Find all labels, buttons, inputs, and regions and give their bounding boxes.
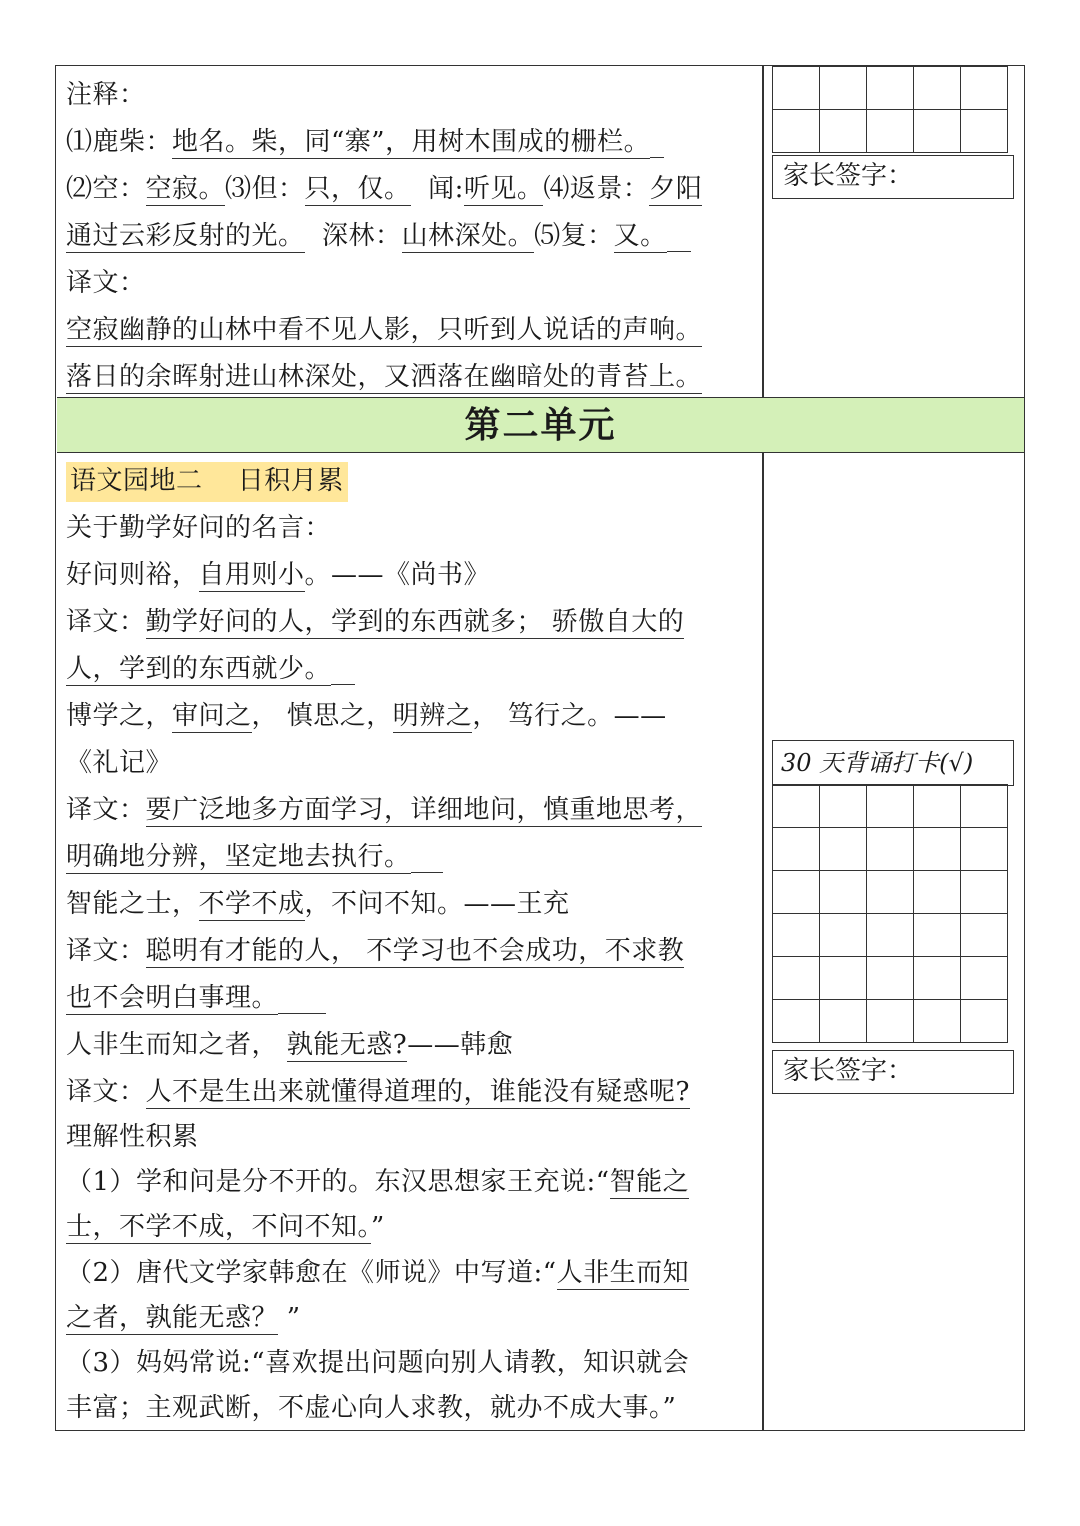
quotes-intro: 关于勤学好问的名言：	[66, 513, 332, 543]
checkin-cell[interactable]	[773, 785, 820, 828]
quote-1: 好问则裕，自用则小。——《尚书》	[66, 560, 491, 590]
checkin-cell[interactable]	[820, 828, 867, 871]
translation-1a: 译文：勤学好问的人，学到的东西就多； 骄傲自大的	[66, 607, 685, 637]
checkin-cell[interactable]	[867, 1000, 914, 1043]
checkin-cell[interactable]	[867, 110, 914, 153]
translation-1b: 人，学到的东西就少。	[66, 654, 355, 685]
checkin-cell[interactable]	[867, 914, 914, 957]
checkin-cell[interactable]	[773, 914, 820, 957]
quote-2-source: 《礼记》	[66, 748, 173, 778]
checkin-cell[interactable]	[961, 914, 1008, 957]
checkin-title: 30 天背诵打卡(√)	[772, 740, 1014, 786]
checkin-grid	[772, 784, 1008, 1043]
checkin-cell[interactable]	[773, 828, 820, 871]
understanding-title: 理解性积累	[66, 1122, 199, 1152]
checkin-cell[interactable]	[820, 110, 867, 153]
checkin-cell[interactable]	[820, 67, 867, 110]
checkin-cell[interactable]	[773, 110, 820, 153]
understanding-3a: （3）妈妈常说:“喜欢提出问题向别人请教，知识就会	[66, 1348, 690, 1378]
understanding-2b: 之者，孰能无惑？ ”	[66, 1303, 301, 1333]
quote-2: 博学之，审问之， 慎思之，明辨之， 笃行之。——	[66, 701, 667, 731]
checkin-cell[interactable]	[773, 871, 820, 914]
translation-3b: 也不会明白事理。	[66, 983, 326, 1014]
note-1: ⑴鹿柴：地名。柴，同“寨”，用树木围成的栅栏。	[66, 127, 664, 158]
checkin-cell[interactable]	[961, 957, 1008, 1000]
checkin-cell[interactable]	[867, 828, 914, 871]
checkin-cell[interactable]	[773, 1000, 820, 1043]
checkin-cell[interactable]	[914, 785, 961, 828]
checkin-cell[interactable]	[914, 1000, 961, 1043]
checkin-cell[interactable]	[961, 785, 1008, 828]
translation-4: 译文：人不是生出来就懂得道理的，谁能没有疑惑呢?	[66, 1077, 690, 1107]
parent-signature-top[interactable]: 家长签字：	[772, 155, 1014, 199]
column-divider	[762, 65, 764, 1431]
checkin-cell[interactable]	[773, 957, 820, 1000]
checkin-cell[interactable]	[820, 957, 867, 1000]
translation-2a: 译文：要广泛地多方面学习，详细地问，慎重地思考，	[66, 795, 703, 825]
translation-2b: 明确地分辨，坚定地去执行。	[66, 842, 443, 873]
understanding-2a: （2）唐代文学家韩愈在《师说》中写道:“人非生而知	[66, 1258, 690, 1288]
understanding-1b: 士，不学不成，不问不知。”	[66, 1212, 385, 1242]
translation-line-2: 落日的余晖射进山林深处，又洒落在幽暗处的青苔上。	[66, 362, 703, 392]
checkin-cell[interactable]	[914, 914, 961, 957]
checkin-cell[interactable]	[867, 785, 914, 828]
top-checkin-grid	[772, 66, 1008, 153]
note-4-5: 通过云彩反射的光。 深林：山林深处。⑸复：又。	[66, 221, 691, 252]
checkin-cell[interactable]	[961, 110, 1008, 153]
quote-3: 智能之士，不学不成，不问不知。——王充	[66, 889, 570, 919]
checkin-cell[interactable]	[914, 828, 961, 871]
translation-line-1: 空寂幽静的山林中看不见人影，只听到人说话的声响。	[66, 315, 703, 345]
checkin-cell[interactable]	[961, 1000, 1008, 1043]
note-2-3-4: ⑵空：空寂。⑶但：只，仅。 闻:听见。⑷返景：夕阳	[66, 174, 703, 204]
translation-3a: 译文：聪明有才能的人， 不学习也不会成功，不求教	[66, 936, 685, 966]
checkin-cell[interactable]	[914, 957, 961, 1000]
quote-4: 人非生而知之者， 孰能无惑?——韩愈	[66, 1030, 514, 1060]
checkin-cell[interactable]	[914, 67, 961, 110]
parent-signature-bottom[interactable]: 家长签字：	[772, 1050, 1014, 1094]
checkin-cell[interactable]	[820, 1000, 867, 1043]
checkin-cell[interactable]	[867, 871, 914, 914]
checkin-cell[interactable]	[961, 67, 1008, 110]
understanding-1a: （1）学和问是分不开的。东汉思想家王充说:“智能之	[66, 1167, 690, 1197]
checkin-cell[interactable]	[820, 914, 867, 957]
checkin-cell[interactable]	[914, 871, 961, 914]
section-heading: 语文园地二 日积月累	[66, 466, 348, 496]
checkin-cell[interactable]	[914, 110, 961, 153]
notes-title: 注释：	[66, 80, 146, 110]
checkin-cell[interactable]	[961, 871, 1008, 914]
checkin-cell[interactable]	[867, 67, 914, 110]
checkin-cell[interactable]	[773, 67, 820, 110]
checkin-cell[interactable]	[867, 957, 914, 1000]
checkin-cell[interactable]	[820, 871, 867, 914]
checkin-cell[interactable]	[961, 828, 1008, 871]
understanding-3b: 丰富；主观武断，不虚心向人求教，就办不成大事。”	[66, 1393, 677, 1423]
unit-banner: 第二单元	[57, 397, 1024, 453]
translation-title: 译文：	[66, 268, 146, 298]
checkin-cell[interactable]	[820, 785, 867, 828]
